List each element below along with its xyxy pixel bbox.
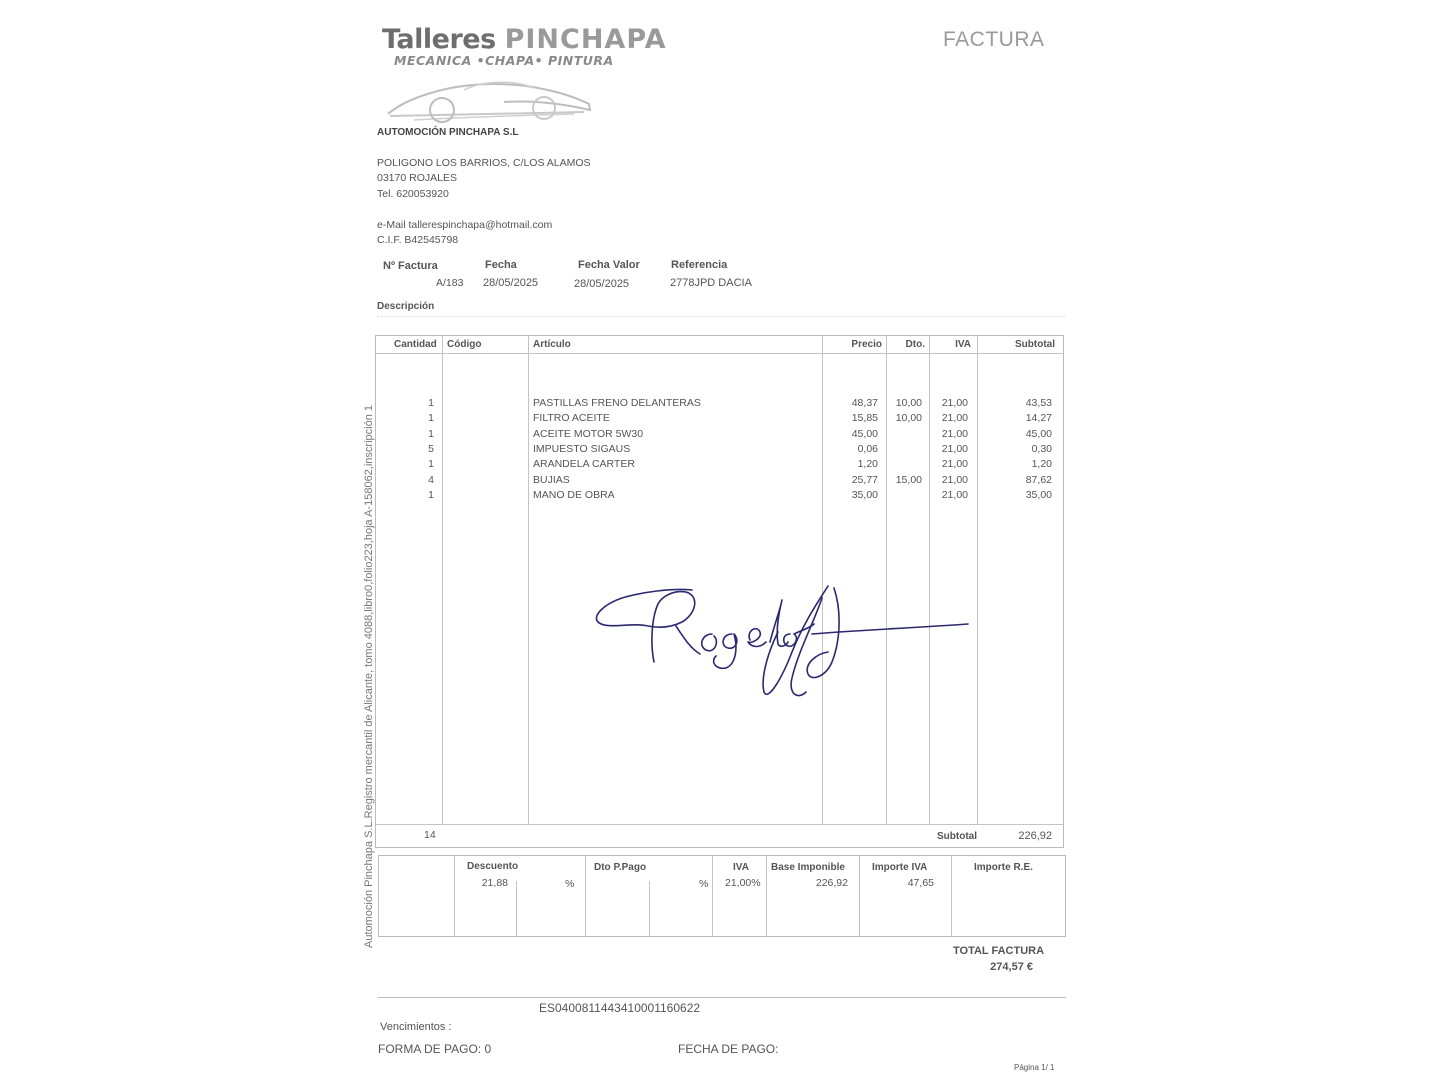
- total-value: 274,57 €: [990, 961, 1033, 973]
- table-row-article: ARANDELA CARTER: [533, 458, 635, 470]
- logo-tagline: MECANICA •CHAPA• PINTURA: [394, 53, 614, 68]
- table-row-subtotal: 45,00: [1025, 428, 1052, 440]
- table-row-qty: 1: [428, 397, 434, 409]
- col-header-qty: Cantidad: [394, 339, 437, 350]
- car-silhouette-icon: [384, 70, 596, 126]
- invoice-reference-label: Referencia: [671, 259, 728, 271]
- iban: ES0400811443410001160622: [539, 1001, 701, 1015]
- document-title: FACTURA: [943, 28, 1045, 51]
- iva-header: IVA: [733, 862, 749, 873]
- dto-pago-header: Dto P.Pago: [594, 862, 647, 873]
- invoice-number-label: Nº Factura: [383, 260, 438, 272]
- table-row-qty: 5: [428, 443, 434, 455]
- description-line: [377, 316, 1065, 317]
- table-row-subtotal: 35,00: [1025, 489, 1052, 501]
- importe-iva-value: 47,65: [907, 877, 934, 889]
- total-label: TOTAL FACTURA: [953, 945, 1045, 957]
- company-name: AUTOMOCIÓN PINCHAPA S.L: [377, 127, 519, 138]
- invoice-reference: 2778JPD DACIA: [670, 277, 752, 289]
- discount-value: 21,88: [481, 877, 508, 889]
- importe-re-header: Importe R.E.: [974, 862, 1033, 873]
- table-row-article: PASTILLAS FRENO DELANTERAS: [533, 397, 701, 409]
- table-row-price: 15,85: [851, 412, 878, 424]
- registry-note: Automoción Pinchapa S.L.Registro mercantil de Alicante, tomo 4088,libro0,folio223,hoja A-158062,inscripción 1: [363, 405, 375, 948]
- table-row-price: 25,77: [851, 474, 878, 486]
- table-row-subtotal: 14,27: [1025, 412, 1052, 424]
- table-row-iva: 21,00: [941, 428, 968, 440]
- table-row-qty: 1: [428, 428, 434, 440]
- table-row-iva: 21,00: [941, 458, 968, 470]
- table-row-qty: 1: [428, 412, 434, 424]
- base-imponible-value: 226,92: [815, 877, 848, 889]
- col-header-article: Artículo: [533, 339, 571, 350]
- table-row-iva: 21,00: [941, 443, 968, 455]
- logo-word-1: Talleres: [382, 24, 496, 55]
- fecha-de-pago: FECHA DE PAGO:: [678, 1042, 779, 1056]
- invoice-value-date-label: Fecha Valor: [578, 259, 640, 271]
- discount-header: Descuento: [467, 861, 519, 872]
- company-logo: [382, 24, 667, 55]
- company-phone: Tel. 620053920: [377, 188, 449, 200]
- company-cif: C.I.F. B42545798: [377, 234, 459, 246]
- invoice-value-date: 28/05/2025: [574, 278, 630, 290]
- invoice-number: A/183: [436, 277, 464, 289]
- table-row-subtotal: 0,30: [1031, 443, 1052, 455]
- dto-pago-percent-sign: %: [699, 878, 709, 890]
- handwritten-signature: [592, 582, 972, 707]
- invoice-date: 28/05/2025: [483, 277, 539, 289]
- col-header-code: Código: [447, 339, 482, 350]
- description-label: Descripción: [377, 301, 435, 312]
- company-address-1: POLIGONO LOS BARRIOS, C/LOS ALAMOS: [377, 157, 591, 169]
- table-row-article: MANO DE OBRA: [533, 489, 615, 501]
- table-row-dto: 10,00: [895, 412, 922, 424]
- total-quantity: 14: [424, 829, 436, 841]
- importe-iva-header: Importe IVA: [872, 862, 928, 873]
- table-row-qty: 1: [428, 458, 434, 470]
- table-row-price: 1,20: [857, 458, 878, 470]
- logo-word-2: PINCHAPA: [504, 24, 667, 55]
- forma-de-pago: FORMA DE PAGO: 0: [378, 1042, 492, 1056]
- col-header-price: Precio: [851, 339, 882, 350]
- col-header-dto: Dto.: [905, 339, 925, 350]
- table-row-subtotal: 43,53: [1025, 397, 1052, 409]
- table-row-article: IMPUESTO SIGAUS: [533, 443, 631, 455]
- table-row-price: 35,00: [851, 489, 878, 501]
- base-imponible-header: Base Imponible: [771, 862, 845, 873]
- table-row-qty: 4: [428, 474, 434, 486]
- table-row-subtotal: 87,62: [1025, 474, 1052, 486]
- table-row-price: 45,00: [851, 428, 878, 440]
- subtotal-value: 226,92: [1018, 830, 1052, 842]
- table-row-dto: 15,00: [895, 474, 922, 486]
- footer-divider: [378, 997, 1066, 998]
- table-row-iva: 21,00: [941, 489, 968, 501]
- table-row-article: BUJIAS: [533, 474, 570, 486]
- table-row-article: ACEITE MOTOR 5W30: [533, 428, 644, 440]
- col-header-subtotal: Subtotal: [1015, 339, 1055, 350]
- col-header-iva: IVA: [955, 339, 971, 350]
- company-email: e-Mail tallerespinchapa@hotmail.com: [377, 219, 553, 231]
- vencimientos-label: Vencimientos :: [380, 1021, 452, 1033]
- table-row-article: FILTRO ACEITE: [533, 412, 610, 424]
- table-row-price: 48,37: [851, 397, 878, 409]
- discount-percent-sign: %: [565, 878, 575, 890]
- subtotal-label: Subtotal: [937, 831, 977, 842]
- table-row-iva: 21,00: [941, 397, 968, 409]
- iva-rate-value: 21,00%: [725, 877, 761, 889]
- table-row-price: 0,06: [857, 443, 878, 455]
- table-row-iva: 21,00: [941, 412, 968, 424]
- table-row-qty: 1: [428, 489, 434, 501]
- table-row-subtotal: 1,20: [1031, 458, 1052, 470]
- invoice-date-label: Fecha: [485, 259, 517, 271]
- table-row-iva: 21,00: [941, 474, 968, 486]
- company-address-2: 03170 ROJALES: [377, 172, 457, 184]
- page-number: Página 1/ 1: [1014, 1063, 1055, 1072]
- table-row-dto: 10,00: [895, 397, 922, 409]
